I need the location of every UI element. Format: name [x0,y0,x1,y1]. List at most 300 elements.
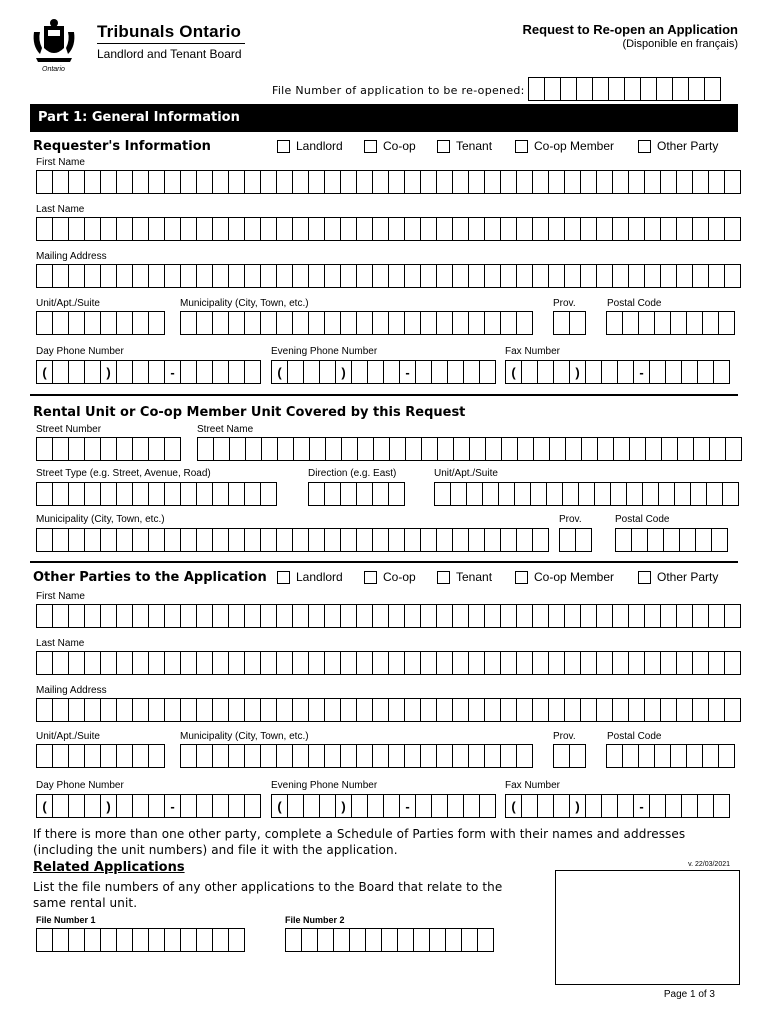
char-box[interactable] [598,437,614,461]
char-box[interactable] [501,604,517,628]
char-box[interactable] [85,360,101,384]
char-box[interactable] [469,744,485,768]
char-box[interactable] [406,437,422,461]
char-box[interactable] [405,604,421,628]
char-box[interactable] [693,264,709,288]
char-box[interactable] [611,482,627,506]
char-box[interactable] [117,928,133,952]
char-box[interactable] [325,482,341,506]
char-box[interactable] [650,794,666,818]
requester-role-coop-member[interactable] [515,139,614,153]
char-box[interactable] [389,311,405,335]
char-box[interactable] [478,928,494,952]
char-box[interactable] [675,482,691,506]
rental-street-type-input[interactable] [36,482,277,506]
char-box[interactable] [229,651,245,675]
char-box[interactable] [703,744,719,768]
char-box[interactable] [467,482,483,506]
char-box[interactable] [533,217,549,241]
char-box[interactable] [389,264,405,288]
char-box[interactable] [597,604,613,628]
char-box[interactable] [725,217,741,241]
char-box[interactable] [245,651,261,675]
char-box[interactable] [288,360,304,384]
char-box[interactable] [69,928,85,952]
char-box[interactable] [165,651,181,675]
char-box[interactable] [709,217,725,241]
char-box[interactable] [149,360,165,384]
char-box[interactable] [517,264,533,288]
char-box[interactable] [213,311,229,335]
char-box[interactable] [629,698,645,722]
char-box[interactable] [696,528,712,552]
char-box[interactable] [213,651,229,675]
char-box[interactable] [389,170,405,194]
char-box[interactable] [576,528,592,552]
char-box[interactable] [501,217,517,241]
char-box[interactable] [725,264,741,288]
char-box[interactable] [515,482,531,506]
char-box[interactable] [229,528,245,552]
char-box[interactable] [198,437,214,461]
char-box[interactable] [565,170,581,194]
char-box[interactable] [261,170,277,194]
char-box[interactable] [304,360,320,384]
char-box[interactable] [133,928,149,952]
char-box[interactable] [181,928,197,952]
char-box[interactable] [485,217,501,241]
char-box[interactable] [687,311,703,335]
char-box[interactable] [357,264,373,288]
char-box[interactable] [545,77,561,101]
char-box[interactable] [645,170,661,194]
char-box[interactable] [373,482,389,506]
char-box[interactable] [304,794,320,818]
char-box[interactable] [261,528,277,552]
char-box[interactable] [453,170,469,194]
char-box[interactable]: ( [506,794,522,818]
char-box[interactable] [37,651,53,675]
char-box[interactable] [245,482,261,506]
char-box[interactable] [229,170,245,194]
char-box[interactable] [454,437,470,461]
char-box[interactable] [85,264,101,288]
char-box[interactable] [518,437,534,461]
char-box[interactable] [382,928,398,952]
requester-mailing-address-input[interactable] [36,264,741,288]
char-box[interactable] [309,311,325,335]
char-box[interactable] [117,794,133,818]
rental-unit-input[interactable] [434,482,739,506]
char-box[interactable] [117,744,133,768]
related-file-number-1-input[interactable] [36,928,245,952]
char-box[interactable] [389,482,405,506]
rental-street-number-input[interactable] [36,437,181,461]
char-box[interactable] [593,77,609,101]
char-box[interactable]: ( [272,360,288,384]
char-box[interactable] [655,311,671,335]
char-box[interactable] [655,744,671,768]
char-box[interactable] [581,604,597,628]
char-box[interactable] [549,698,565,722]
char-box[interactable] [405,311,421,335]
char-box[interactable] [453,651,469,675]
char-box[interactable] [261,651,277,675]
other-municipality-input[interactable] [180,744,533,768]
char-box[interactable] [597,217,613,241]
char-box[interactable] [197,604,213,628]
char-box[interactable] [680,528,696,552]
char-box[interactable] [245,528,261,552]
char-box[interactable] [352,360,368,384]
char-box[interactable] [309,264,325,288]
char-box[interactable] [85,928,101,952]
char-box[interactable] [368,794,384,818]
char-box[interactable] [149,217,165,241]
char-box[interactable] [639,311,655,335]
char-box[interactable] [341,311,357,335]
char-box[interactable] [719,744,735,768]
char-box[interactable] [133,360,149,384]
char-box[interactable] [286,928,302,952]
char-box[interactable] [245,360,261,384]
char-box[interactable] [538,360,554,384]
char-box[interactable] [538,794,554,818]
char-box[interactable] [581,264,597,288]
char-box[interactable] [368,360,384,384]
char-box[interactable] [677,651,693,675]
char-box[interactable] [245,217,261,241]
char-box[interactable] [261,217,277,241]
char-box[interactable] [501,698,517,722]
char-box[interactable] [101,170,117,194]
char-box[interactable] [213,264,229,288]
char-box[interactable] [245,698,261,722]
char-box[interactable] [437,744,453,768]
char-box[interactable] [181,744,197,768]
char-box[interactable] [117,698,133,722]
char-box[interactable] [677,698,693,722]
char-box[interactable] [414,928,430,952]
char-box[interactable] [53,744,69,768]
char-box[interactable] [69,264,85,288]
char-box[interactable] [69,217,85,241]
char-box[interactable] [214,437,230,461]
char-box[interactable] [623,744,639,768]
char-box[interactable] [517,604,533,628]
char-box[interactable] [517,170,533,194]
char-box[interactable] [517,698,533,722]
char-box[interactable] [703,311,719,335]
char-box[interactable] [570,311,586,335]
char-box[interactable] [586,794,602,818]
other-mailing-address-input[interactable] [36,698,741,722]
char-box[interactable] [133,264,149,288]
char-box[interactable] [462,928,478,952]
char-box[interactable] [421,651,437,675]
char-box[interactable] [597,264,613,288]
char-box[interactable] [710,437,726,461]
char-box[interactable] [421,170,437,194]
requester-role-landlord[interactable] [277,139,343,153]
char-box[interactable] [661,217,677,241]
char-box[interactable] [437,311,453,335]
char-box[interactable] [560,528,576,552]
char-box[interactable] [597,170,613,194]
char-box[interactable] [421,311,437,335]
char-box[interactable] [522,794,538,818]
char-box[interactable] [714,794,730,818]
char-box[interactable] [648,528,664,552]
char-box[interactable] [645,651,661,675]
char-box[interactable] [357,217,373,241]
char-box[interactable] [197,170,213,194]
char-box[interactable] [133,794,149,818]
requester-unit-input[interactable] [36,311,165,335]
char-box[interactable] [341,528,357,552]
other-postal-input[interactable] [606,744,735,768]
char-box[interactable] [373,604,389,628]
char-box[interactable] [389,651,405,675]
char-box[interactable] [639,744,655,768]
char-box[interactable] [53,264,69,288]
requester-municipality-input[interactable] [180,311,533,335]
char-box[interactable]: ) [570,794,586,818]
char-box[interactable] [213,217,229,241]
char-box[interactable] [502,437,518,461]
char-box[interactable] [197,217,213,241]
char-box[interactable] [85,528,101,552]
char-box[interactable] [437,651,453,675]
char-box[interactable] [101,264,117,288]
char-box[interactable] [709,604,725,628]
char-box[interactable] [501,744,517,768]
char-box[interactable] [133,528,149,552]
char-box[interactable] [565,604,581,628]
char-box[interactable] [405,698,421,722]
char-box[interactable] [678,437,694,461]
file-number-input[interactable] [528,77,721,101]
char-box[interactable] [37,604,53,628]
char-box[interactable] [101,928,117,952]
char-box[interactable] [694,437,710,461]
char-box[interactable] [53,928,69,952]
char-box[interactable] [373,528,389,552]
char-box[interactable] [181,482,197,506]
char-box[interactable] [117,604,133,628]
char-box[interactable] [197,311,213,335]
char-box[interactable] [664,528,680,552]
char-box[interactable]: - [634,360,650,384]
char-box[interactable] [549,170,565,194]
char-box[interactable] [229,360,245,384]
char-box[interactable] [607,311,623,335]
char-box[interactable] [165,482,181,506]
char-box[interactable] [517,311,533,335]
char-box[interactable] [320,794,336,818]
char-box[interactable] [101,651,117,675]
char-box[interactable] [645,264,661,288]
char-box[interactable] [133,604,149,628]
char-box[interactable] [485,311,501,335]
char-box[interactable] [357,698,373,722]
char-box[interactable] [53,528,69,552]
char-box[interactable] [446,928,462,952]
char-box[interactable] [133,651,149,675]
char-box[interactable] [278,437,294,461]
char-box[interactable] [149,604,165,628]
char-box[interactable] [673,77,689,101]
char-box[interactable] [693,170,709,194]
char-box[interactable] [69,437,85,461]
char-box[interactable] [677,170,693,194]
other-unit-input[interactable] [36,744,165,768]
char-box[interactable] [581,170,597,194]
char-box[interactable] [197,264,213,288]
char-box[interactable] [693,698,709,722]
char-box[interactable] [341,170,357,194]
requester-prov-input[interactable] [553,311,586,335]
char-box[interactable] [117,170,133,194]
char-box[interactable] [501,311,517,335]
char-box[interactable] [666,360,682,384]
char-box[interactable] [133,217,149,241]
char-box[interactable] [85,604,101,628]
char-box[interactable] [181,604,197,628]
char-box[interactable] [117,528,133,552]
char-box[interactable] [687,744,703,768]
char-box[interactable] [85,217,101,241]
char-box[interactable] [229,604,245,628]
other-role-other-party[interactable] [638,570,718,584]
char-box[interactable] [357,482,373,506]
other-day-phone-input[interactable] [36,794,261,818]
char-box[interactable] [245,311,261,335]
char-box[interactable] [485,170,501,194]
char-box[interactable]: ) [336,794,352,818]
char-box[interactable] [85,651,101,675]
char-box[interactable] [661,604,677,628]
char-box[interactable] [384,360,400,384]
other-prov-input[interactable] [553,744,586,768]
char-box[interactable] [389,528,405,552]
char-box[interactable] [288,794,304,818]
char-box[interactable] [390,437,406,461]
char-box[interactable] [517,528,533,552]
char-box[interactable]: - [400,360,416,384]
rental-postal-input[interactable] [615,528,728,552]
char-box[interactable] [469,698,485,722]
char-box[interactable] [357,170,373,194]
char-box[interactable] [37,698,53,722]
char-box[interactable] [533,604,549,628]
char-box[interactable] [438,437,454,461]
char-box[interactable] [37,170,53,194]
char-box[interactable] [373,264,389,288]
char-box[interactable]: - [165,794,181,818]
char-box[interactable] [334,928,350,952]
char-box[interactable] [698,794,714,818]
char-box[interactable] [53,698,69,722]
char-box[interactable] [69,360,85,384]
char-box[interactable] [181,170,197,194]
char-box[interactable] [197,528,213,552]
char-box[interactable] [85,482,101,506]
char-box[interactable] [629,604,645,628]
char-box[interactable] [565,651,581,675]
char-box[interactable] [37,744,53,768]
char-box[interactable]: ( [37,794,53,818]
char-box[interactable] [342,437,358,461]
char-box[interactable] [595,482,611,506]
char-box[interactable] [37,264,53,288]
char-box[interactable] [53,360,69,384]
char-box[interactable] [245,264,261,288]
char-box[interactable] [53,604,69,628]
char-box[interactable] [101,528,117,552]
char-box[interactable] [149,651,165,675]
char-box[interactable] [421,217,437,241]
char-box[interactable] [657,77,673,101]
char-box[interactable] [522,360,538,384]
char-box[interactable] [533,264,549,288]
char-box[interactable] [325,170,341,194]
char-box[interactable] [149,698,165,722]
char-box[interactable] [245,604,261,628]
char-box[interactable] [432,360,448,384]
char-box[interactable] [117,311,133,335]
char-box[interactable] [597,651,613,675]
char-box[interactable] [483,482,499,506]
char-box[interactable] [662,437,678,461]
char-box[interactable] [469,217,485,241]
char-box[interactable] [627,482,643,506]
char-box[interactable] [581,651,597,675]
char-box[interactable] [69,170,85,194]
char-box[interactable] [246,437,262,461]
char-box[interactable] [661,170,677,194]
char-box[interactable] [85,744,101,768]
char-box[interactable] [485,528,501,552]
char-box[interactable] [561,77,577,101]
char-box[interactable] [405,651,421,675]
rental-street-name-input[interactable] [197,437,742,461]
char-box[interactable] [53,482,69,506]
char-box[interactable] [373,217,389,241]
char-box[interactable] [213,794,229,818]
char-box[interactable] [309,217,325,241]
char-box[interactable] [373,744,389,768]
char-box[interactable] [245,794,261,818]
char-box[interactable] [309,698,325,722]
char-box[interactable] [261,482,277,506]
char-box[interactable] [398,928,414,952]
char-box[interactable] [366,928,382,952]
char-box[interactable] [485,698,501,722]
char-box[interactable] [229,482,245,506]
char-box[interactable] [133,744,149,768]
char-box[interactable]: ( [37,360,53,384]
char-box[interactable] [534,437,550,461]
char-box[interactable] [341,651,357,675]
char-box[interactable] [517,217,533,241]
char-box[interactable] [181,217,197,241]
char-box[interactable] [464,360,480,384]
char-box[interactable] [725,651,741,675]
char-box[interactable] [341,217,357,241]
char-box[interactable] [352,794,368,818]
char-box[interactable] [318,928,334,952]
